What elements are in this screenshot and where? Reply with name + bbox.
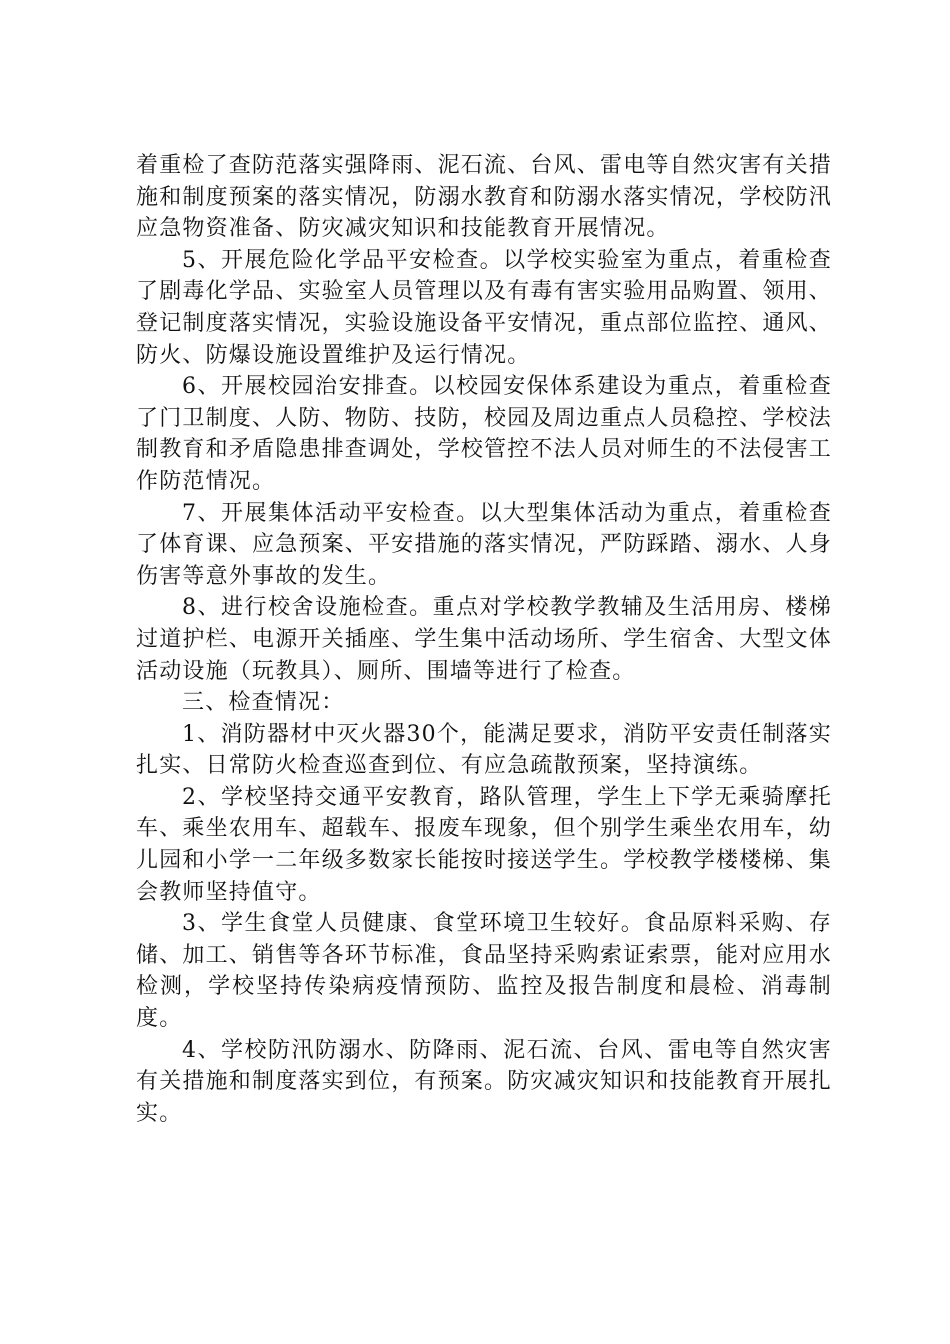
paragraph-finding-2: 2、学校坚持交通平安教育，路队管理，学生上下学无乘骑摩托车、乘坐农用车、超载车、报废车现象，但个别学生乘坐农用车，幼儿园和小学一二年级多数家长能按时接送学生。学校教学楼楼梯、集会教师坚持值守。 — [136, 784, 833, 905]
paragraph-item-5: 5、开展危险化学品平安检查。以学校实验室为重点，着重检查了剧毒化学品、实验室人员管理以及有毒有害实验用品购置、领用、登记制度落实情况，实验设施设备平安情况，重点部位监控、通风、防火、防爆设施设置维护及运行情况。 — [136, 247, 833, 368]
document-body — [136, 150, 832, 1129]
paragraph-finding-4: 4、学校防汛防溺水、防降雨、泥石流、台风、雷电等自然灾害有关措施和制度落实到位，有预案。防灾减灾知识和技能教育开展扎实。 — [136, 1037, 833, 1126]
paragraph-item-7: 7、开展集体活动平安检查。以大型集体活动为重点，着重检查了体育课、应急预案、平安措施的落实情况，严防踩踏、溺水、人身伤害等意外事故的发生。 — [136, 500, 833, 589]
section-heading-inspection: 三、检查情况： — [182, 690, 345, 716]
paragraph-continuation: 着重检了查防范落实强降雨、泥石流、台风、雷电等自然灾害有关措施和制度预案的落实情况，防溺水教育和防溺水落实情况，学校防汛应急物资准备、防灾减灾知识和技能教育开展情况。 — [136, 153, 833, 242]
paragraph-item-8: 8、进行校舍设施检查。重点对学校教学教辅及生活用房、楼梯过道护栏、电源开关插座、学生集中活动场所、学生宿舍、大型文体活动设施（玩教具）、厕所、围墙等进行了检查。 — [136, 595, 833, 684]
paragraph-finding-3: 3、学生食堂人员健康、食堂环境卫生较好。食品原料采购、存储、加工、销售等各环节标准，食品坚持采购索证索票，能对应用水检测，学校坚持传染病疫情预防、监控及报告制度和晨检、消毒制度。 — [136, 911, 833, 1032]
paragraph-item-6: 6、开展校园治安排查。以校园安保体系建设为重点，着重检查了门卫制度、人防、物防、技防，校园及周边重点人员稳控、学校法制教育和矛盾隐患排查调处，学校管控不法人员对师生的不法侵害工作防范情况。 — [136, 374, 833, 494]
paragraph-finding-1: 1、消防器材中灭火器30个，能满足要求，消防平安责任制落实扎实、日常防火检查巡查到位、有应急疏散预案，坚持演练。 — [136, 721, 832, 779]
